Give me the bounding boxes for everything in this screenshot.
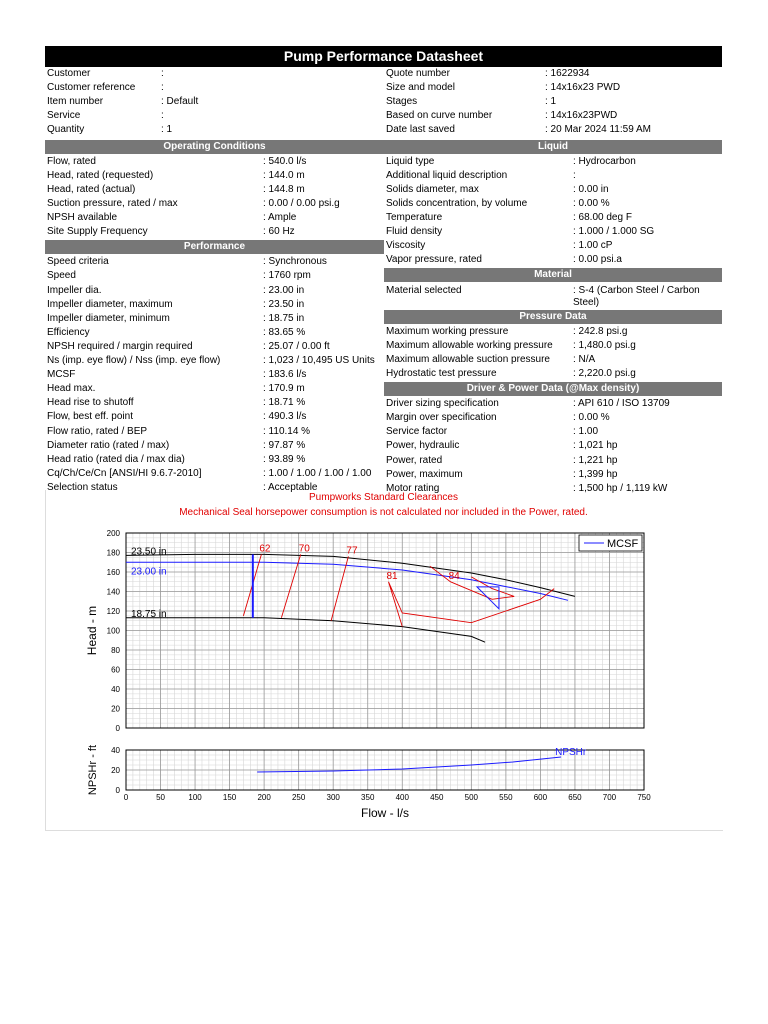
x-tick-label: 50 xyxy=(156,793,165,802)
x-tick-label: 0 xyxy=(123,793,129,802)
field-label: Ns (imp. eye flow) / Nss (imp. eye flow) xyxy=(47,355,221,366)
field-value: : 1,399 hp xyxy=(573,468,618,480)
field-label: Material selected xyxy=(386,284,462,296)
y-tick-label: 60 xyxy=(111,665,120,675)
field-value: : 1 xyxy=(545,96,557,108)
field-value: : xyxy=(573,169,576,181)
x-tick-label: 200 xyxy=(257,793,271,802)
y-tick-label: 100 xyxy=(106,626,120,636)
field-label: Driver sizing specification xyxy=(386,398,499,410)
field-label: Head max. xyxy=(47,383,96,395)
field-value: : 0.00 % xyxy=(573,197,610,209)
x-tick-label: 700 xyxy=(602,793,617,802)
x-tick-label: 400 xyxy=(395,793,409,802)
field-label: Margin over specification xyxy=(386,412,497,424)
field-label: Head, rated (requested) xyxy=(47,169,154,181)
x-tick-label: 500 xyxy=(464,793,479,802)
efficiency-label: 77 xyxy=(346,545,358,557)
field-label: Quote number xyxy=(386,68,450,79)
performance-chart xyxy=(46,490,723,830)
field-label: Efficiency xyxy=(47,326,90,338)
field-value: : 490.3 l/s xyxy=(263,411,307,423)
npshr-label: NPSHr xyxy=(555,747,587,758)
field-value: : 1,021 hp xyxy=(573,440,618,452)
x-axis-label: Flow - l/s xyxy=(361,806,409,820)
npsh-y-axis-label: NPSHr - ft xyxy=(87,744,99,796)
field-value: : 14x16x23PWD xyxy=(545,110,618,122)
field-label: Maximum working pressure xyxy=(386,325,509,337)
y-tick-label: 80 xyxy=(111,646,120,655)
field-label: Impeller diameter, minimum xyxy=(47,312,170,324)
field-label: Suction pressure, rated / max xyxy=(47,197,178,209)
field-value: : 0.00 psi.a xyxy=(573,254,622,266)
field-label: Hydrostatic test pressure xyxy=(386,367,497,379)
field-value: : 242.8 psi.g xyxy=(573,325,628,337)
x-tick-label: 250 xyxy=(291,793,306,802)
field-label: Impeller dia. xyxy=(47,284,102,296)
curve-label: 23.00 in xyxy=(131,566,167,578)
x-tick-label: 600 xyxy=(533,793,548,802)
field-value: : 18.75 in xyxy=(263,312,305,324)
field-label: Based on curve number xyxy=(386,110,493,122)
y-tick-label: 120 xyxy=(106,607,120,616)
field-value: : 170.9 m xyxy=(263,383,305,395)
field-value: : Ample xyxy=(263,212,297,223)
field-value: : 93.89 % xyxy=(263,453,306,465)
npsh-y-tick-label: 20 xyxy=(111,766,120,775)
field-label: Date last saved xyxy=(386,124,455,136)
field-value: : 20 Mar 2024 11:59 AM xyxy=(545,124,651,136)
section-pressure-data: Pressure Data xyxy=(384,310,722,324)
y-tick-label: 160 xyxy=(106,568,120,577)
legend-label: MCSF xyxy=(607,538,639,550)
field-label: Temperature xyxy=(386,212,443,223)
field-value: : Acceptable xyxy=(263,481,318,493)
y-tick-label: 40 xyxy=(111,685,120,694)
datasheet xyxy=(45,46,722,518)
field-label: NPSH available xyxy=(47,212,118,223)
field-label: Power, maximum xyxy=(386,468,463,480)
field-label: Quantity xyxy=(47,124,85,136)
note-seal-power: Mechanical Seal horsepower consumption is not calculated nor included in the Power, rated. xyxy=(179,507,588,518)
efficiency-contour xyxy=(281,554,300,617)
field-value: : 2,220.0 psi.g xyxy=(573,367,636,379)
efficiency-label: 81 xyxy=(386,570,398,582)
field-value: : 1760 rpm xyxy=(263,270,311,282)
field-value-cont: Steel) xyxy=(573,296,600,308)
field-value: : 1 xyxy=(161,124,173,136)
data-tables xyxy=(45,67,722,494)
section-material: Material xyxy=(384,268,722,282)
field-value: : N/A xyxy=(573,353,596,365)
field-value: : 14x16x23 PWD xyxy=(545,82,621,94)
field-value: : 1622934 xyxy=(545,68,590,79)
field-value: : xyxy=(161,82,164,94)
y-axis-label: Head - m xyxy=(85,605,99,656)
field-label: Speed xyxy=(47,270,76,282)
x-tick-label: 650 xyxy=(568,793,582,802)
field-label: Solids concentration, by volume xyxy=(386,197,528,209)
field-label: Size and model xyxy=(386,82,455,94)
field-value: : 144.0 m xyxy=(263,169,305,181)
section-operating-conditions: Operating Conditions xyxy=(45,140,384,154)
field-label: Service xyxy=(47,110,81,122)
field-value: : 1.00 xyxy=(573,426,599,438)
field-label: Customer xyxy=(47,68,91,79)
efficiency-label: 62 xyxy=(259,543,271,555)
field-value: : 1,480.0 psi.g xyxy=(573,339,636,351)
field-label: Fluid density xyxy=(386,226,443,238)
efficiency-contour xyxy=(430,566,514,599)
npsh-y-tick-label: 0 xyxy=(115,786,120,795)
field-label: Power, hydraulic xyxy=(386,440,460,452)
field-value: : 1,500 hp / 1,119 kW xyxy=(573,482,668,494)
field-label: Impeller diameter, maximum xyxy=(47,298,173,310)
field-label: Motor rating xyxy=(386,482,440,494)
y-tick-label: 200 xyxy=(106,529,120,538)
field-label: Maximum allowable working pressure xyxy=(386,339,553,351)
field-value: : 183.6 l/s xyxy=(263,369,307,381)
field-value: : 83.65 % xyxy=(263,326,306,338)
field-value: : 1.00 / 1.00 / 1.00 / 1.00 xyxy=(263,467,372,479)
field-value: : Synchronous xyxy=(263,256,327,268)
npsh-y-tick-label: 40 xyxy=(111,746,120,755)
field-label: MCSF xyxy=(47,369,76,381)
field-value: : xyxy=(161,110,164,122)
field-label: Maximum allowable suction pressure xyxy=(386,353,550,365)
field-value: : S-4 (Carbon Steel / Carbon xyxy=(573,284,700,296)
field-value: : 0.00 in xyxy=(573,183,609,195)
field-label: Viscosity xyxy=(386,240,426,252)
field-value: : 25.07 / 0.00 ft xyxy=(263,340,330,352)
field-label: Additional liquid description xyxy=(386,169,508,181)
field-label: Item number xyxy=(47,96,104,108)
field-label: Liquid type xyxy=(386,155,435,167)
curve-label: 23.50 in xyxy=(131,546,167,558)
field-value: : Hydrocarbon xyxy=(573,155,636,167)
section-driver-power: Driver & Power Data (@Max density) xyxy=(384,382,722,396)
field-label: Selection status xyxy=(47,481,118,493)
x-tick-label: 750 xyxy=(637,793,651,802)
field-value: : 0.00 % xyxy=(573,412,610,424)
field-value: : 68.00 deg F xyxy=(573,212,632,223)
field-label: NPSH required / margin required xyxy=(47,340,193,352)
efficiency-label: 84 xyxy=(448,570,460,582)
field-value: : 1.000 / 1.000 SG xyxy=(573,226,655,238)
field-label: Head rise to shutoff xyxy=(47,397,134,409)
field-label: Customer reference xyxy=(47,82,136,94)
curve-label: 18.75 in xyxy=(131,608,167,620)
field-label: Head ratio (rated dia / max dia) xyxy=(47,453,185,465)
head-curve-2350in xyxy=(126,554,575,596)
field-value: : 23.00 in xyxy=(263,284,305,296)
field-value: : 110.14 % xyxy=(263,425,311,437)
efficiency-label: 70 xyxy=(298,543,310,555)
field-label: Service factor xyxy=(386,426,448,438)
y-tick-label: 20 xyxy=(111,704,120,714)
y-tick-label: 140 xyxy=(106,587,120,597)
x-tick-label: 150 xyxy=(222,793,237,802)
x-tick-label: 450 xyxy=(430,793,444,802)
field-label: Flow, rated xyxy=(47,155,96,167)
field-value: : 97.87 % xyxy=(263,439,306,451)
field-value: : API 610 / ISO 13709 xyxy=(573,398,670,410)
field-label: Head, rated (actual) xyxy=(47,183,136,195)
field-label: Stages xyxy=(386,96,418,108)
chart-area xyxy=(45,490,723,831)
y-tick-label: 180 xyxy=(106,548,120,558)
field-label: Solids diameter, max xyxy=(386,183,479,195)
section-performance: Performance xyxy=(45,240,384,254)
field-value: : xyxy=(161,68,164,79)
note-clearances: Pumpworks Standard Clearances xyxy=(309,492,458,503)
field-value: : 1,023 / 10,495 US Units xyxy=(263,355,375,366)
x-tick-label: 300 xyxy=(326,793,340,802)
field-value: : 0.00 / 0.00 psi.g xyxy=(263,197,340,209)
field-label: Vapor pressure, rated xyxy=(386,254,482,266)
field-value: : 23.50 in xyxy=(263,298,305,310)
field-label: Diameter ratio (rated / max) xyxy=(47,439,170,451)
field-value: : Default xyxy=(161,96,199,108)
page-title: Pump Performance Datasheet xyxy=(45,46,722,67)
field-label: Cq/Ch/Ce/Cn [ANSI/HI 9.6.7-2010] xyxy=(47,467,202,479)
x-tick-label: 100 xyxy=(188,793,202,802)
field-label: Site Supply Frequency xyxy=(47,226,148,238)
field-value: : 540.0 l/s xyxy=(263,155,307,167)
field-value: : 18.71 % xyxy=(263,397,306,409)
section-liquid: Liquid xyxy=(384,140,722,154)
field-value: : 144.8 m xyxy=(263,183,305,195)
field-value: : 1.00 cP xyxy=(573,240,613,252)
field-value: : 60 Hz xyxy=(263,226,295,238)
x-tick-label: 550 xyxy=(499,793,513,802)
field-label: Flow ratio, rated / BEP xyxy=(47,425,148,437)
field-label: Flow, best eff. point xyxy=(47,411,133,423)
y-tick-label: 0 xyxy=(115,724,120,733)
field-label: Speed criteria xyxy=(47,256,109,268)
field-label: Power, rated xyxy=(386,454,443,466)
x-tick-label: 350 xyxy=(361,793,375,802)
field-value: : 1,221 hp xyxy=(573,454,618,466)
